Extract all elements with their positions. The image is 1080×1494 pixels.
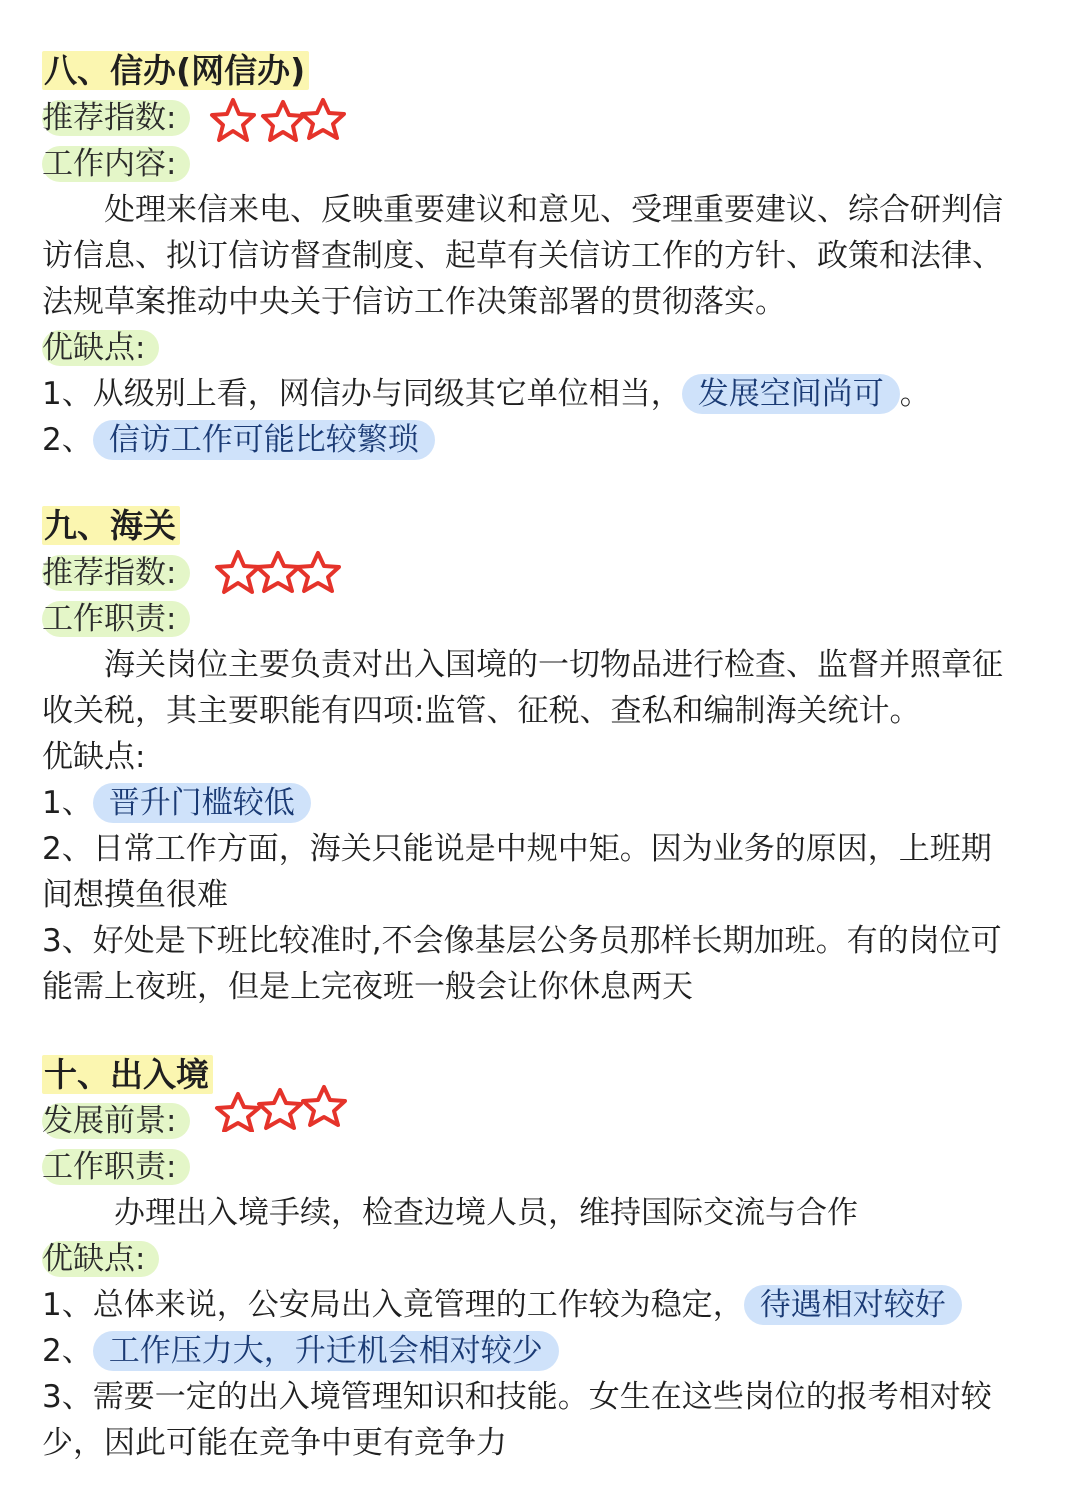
section-8-rating-row [42,95,1042,141]
section-10-item-1 [42,1282,1042,1328]
paragraph-line: 办理出入境手续，检查边境人员，维持国际交流与合作 [114,1195,858,1231]
section-9-heading [42,503,1042,550]
paragraph-line: 能需上夜班，但是上完夜班一般会让你休息两天 [42,969,693,1005]
star-icon [302,100,344,138]
key-highlight: 待遇相对较好 [744,1285,962,1325]
section-9-item-1 [42,780,1042,826]
paragraph-line: 2、日常工作方面，海关只能说是中规中矩。因为业务的原因，上班期 [42,831,992,867]
item-text: 1、总体来说，公安局出入竟管理的工作较为稳定， [42,1287,744,1323]
paragraph-line: 访信息、拟订信访督查制度、起草有关信访工作的方针、政策和法律、 [42,238,1003,274]
item-text: 1、从级别上看，网信办与同级其它单位相当， [42,376,682,412]
item-text: 。 [899,376,931,412]
section-8-content-label-row [42,141,1042,187]
paragraph-line: 少，因此可能在竞争中更有竞争力 [42,1425,507,1461]
key-highlight: 信访工作可能比较繁琐 [93,420,435,460]
star-icon [259,1090,301,1128]
item-text: 2、 [42,1333,93,1369]
section-8-pros-label: 优缺点: [42,330,159,366]
section-9-duty-label: 工作职责: [42,601,190,637]
section-9-star-rating [212,548,362,596]
star-icon [212,100,254,140]
section-9-duty-label-row [42,596,1042,642]
key-highlight: 工作压力大，升迁机会相对较少 [93,1331,559,1371]
section-10-duty-label: 工作职责: [42,1149,190,1185]
section-8-star-rating [205,96,355,144]
star-icon [217,552,259,592]
key-highlight: 发展空间尚可 [682,374,900,414]
paragraph-line: 处理来信来电、反映重要建议和意见、受理重要建议、综合研判信 [104,192,1003,228]
section-8-heading [42,48,1042,95]
paragraph-line: 法规草案推动中央关于信访工作决策部署的贯彻落实。 [42,284,786,320]
section-10-heading [42,1052,1042,1099]
star-icon [257,553,299,591]
section-10-duty-label-row [42,1144,1042,1190]
section-8-pros-label-row [42,325,1042,371]
paragraph-line: 海关岗位主要负责对出入国境的一切物品进行检查、监督并照章征 [104,647,1003,683]
section-8-title: 八、信办(网信办) [42,51,309,90]
section-10-prospect-label: 发展前景: [42,1103,190,1139]
paragraph-line: 3、需要一定的出入境管理知识和技能。女生在这些岗位的报考相对较 [42,1379,992,1415]
paragraph-line: 3、好处是下班比较准时,不会像基层公务员那样长期加班。有的岗位可 [42,923,1002,959]
item-text: 1、 [42,785,93,821]
section-10-title: 十、出入境 [42,1055,213,1094]
section-10-star-rating [214,1084,364,1132]
section-8-item-1 [42,371,1042,417]
section-9-title: 九、海关 [42,506,180,545]
section-10-pros-label-row [42,1236,1042,1282]
section-9-pros-label: 优缺点: [42,739,146,775]
star-icon [263,102,303,140]
section-8-item-2 [42,417,1042,463]
section-10-prospect-row [42,1098,1042,1144]
star-icon [303,1087,345,1125]
section-10-pros-label: 优缺点: [42,1241,159,1277]
section-8-rec-label: 推荐指数: [42,100,190,136]
paragraph-line: 收关税，其主要职能有四项:监管、征税、查私和编制海关统计。 [42,693,921,729]
star-icon [217,1094,259,1131]
section-9-rec-label: 推荐指数: [42,555,190,591]
section-10-item-2 [42,1328,1042,1374]
key-highlight: 晋升门槛较低 [93,783,311,823]
star-icon [297,553,339,591]
section-8-content-label: 工作内容: [42,146,190,182]
item-text: 2、 [42,422,93,458]
section-9-rating-row [42,550,1042,596]
paragraph-line: 间想摸鱼很难 [42,877,228,913]
